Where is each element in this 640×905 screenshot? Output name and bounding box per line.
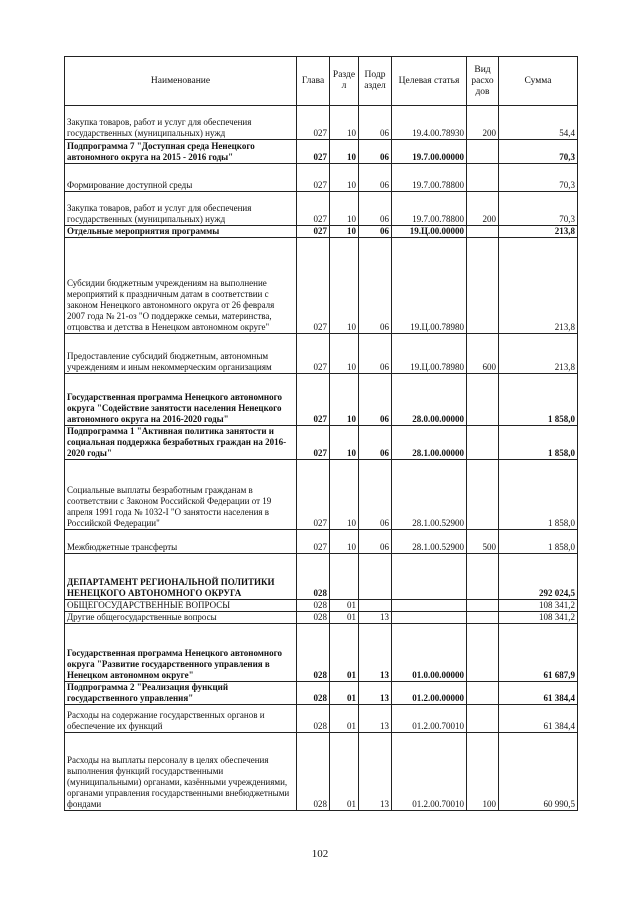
cell-sum: 54,4 — [499, 106, 578, 140]
cell-cs: 19.7.00.00000 — [392, 140, 467, 164]
cell-pr: 06 — [359, 530, 392, 554]
cell-gl: 027 — [297, 238, 330, 334]
cell-name: Государственная программа Ненецкого автономного округа "Развитие государственного управления в Ненецком автономном округе" — [65, 624, 297, 682]
cell-pr: 06 — [359, 106, 392, 140]
cell-rz: 10 — [330, 164, 359, 192]
table-row — [65, 106, 578, 140]
cell-name: Отдельные мероприятия программы — [65, 226, 297, 238]
cell-vr: 600 — [467, 334, 499, 374]
cell-gl: 028 — [297, 624, 330, 682]
cell-rz: 01 — [330, 733, 359, 811]
cell-gl: 028 — [297, 705, 330, 733]
cell-gl: 027 — [297, 334, 330, 374]
cell-rz: 01 — [330, 682, 359, 705]
cell-pr: 06 — [359, 226, 392, 238]
cell-vr — [467, 226, 499, 238]
cell-sum: 292 024,5 — [499, 554, 578, 600]
cell-pr: 06 — [359, 164, 392, 192]
cell-vr — [467, 624, 499, 682]
cell-sum: 1 858,0 — [499, 426, 578, 460]
cell-sum: 108 341,2 — [499, 612, 578, 624]
cell-rz: 10 — [330, 426, 359, 460]
cell-name: Формирование доступной среды — [65, 164, 297, 192]
cell-rz: 10 — [330, 374, 359, 426]
cell-name: Подпрограмма 1 "Активная политика занятости и социальная поддержка безработных граждан на 2016-2020 годы" — [65, 426, 297, 460]
cell-vr — [467, 164, 499, 192]
cell-rz: 10 — [330, 140, 359, 164]
cell-name: ДЕПАРТАМЕНТ РЕГИОНАЛЬНОЙ ПОЛИТИКИ НЕНЕЦКОГО АВТОНОМНОГО ОКРУГА — [65, 554, 297, 600]
cell-vr: 100 — [467, 733, 499, 811]
cell-pr: 13 — [359, 733, 392, 811]
cell-pr: 06 — [359, 192, 392, 226]
cell-name: Другие общегосударственные вопросы — [65, 612, 297, 624]
header-podrazdel: Подр аздел — [359, 57, 392, 106]
cell-gl: 027 — [297, 106, 330, 140]
cell-name: Закупка товаров, работ и услуг для обеспечения государственных (муниципальных) нужд — [65, 192, 297, 226]
cell-vr — [467, 705, 499, 733]
cell-sum: 70,3 — [499, 192, 578, 226]
cell-vr — [467, 460, 499, 530]
cell-name: Подпрограмма 2 "Реализация функций государственного управления" — [65, 682, 297, 705]
cell-pr: 13 — [359, 705, 392, 733]
cell-gl: 028 — [297, 612, 330, 624]
cell-cs: 01.2.00.00000 — [392, 682, 467, 705]
table-row — [65, 682, 578, 705]
cell-name: Межбюджетные трансферты — [65, 530, 297, 554]
cell-name: Расходы на содержание государственных органов и обеспечение их функций — [65, 705, 297, 733]
cell-vr — [467, 682, 499, 705]
cell-cs: 01.2.00.70010 — [392, 733, 467, 811]
cell-pr: 13 — [359, 624, 392, 682]
cell-vr: 200 — [467, 192, 499, 226]
cell-rz: 10 — [330, 334, 359, 374]
cell-cs: 01.2.00.70010 — [392, 705, 467, 733]
cell-name: Закупка товаров, работ и услуг для обеспечения государственных (муниципальных) нужд — [65, 106, 297, 140]
cell-sum: 108 341,2 — [499, 600, 578, 612]
cell-gl: 028 — [297, 600, 330, 612]
header-summa: Сумма — [499, 57, 578, 106]
table-row — [65, 226, 578, 238]
cell-vr — [467, 238, 499, 334]
cell-sum: 61 384,4 — [499, 705, 578, 733]
cell-vr — [467, 554, 499, 600]
table-row — [65, 733, 578, 811]
cell-cs: 28.1.00.52900 — [392, 530, 467, 554]
table-row — [65, 460, 578, 530]
cell-cs — [392, 554, 467, 600]
cell-pr: 06 — [359, 460, 392, 530]
cell-gl: 027 — [297, 192, 330, 226]
cell-cs: 19.Ц.00.00000 — [392, 226, 467, 238]
cell-gl: 028 — [297, 733, 330, 811]
cell-cs: 19.Ц.00.78980 — [392, 238, 467, 334]
cell-name: Предоставление субсидий бюджетным, автономным учреждениям и иным некоммерческим организациям — [65, 334, 297, 374]
cell-sum: 70,3 — [499, 140, 578, 164]
cell-vr: 500 — [467, 530, 499, 554]
cell-pr: 06 — [359, 140, 392, 164]
cell-gl: 028 — [297, 554, 330, 600]
cell-cs: 19.7.00.78800 — [392, 192, 467, 226]
cell-rz: 10 — [330, 460, 359, 530]
cell-pr — [359, 554, 392, 600]
cell-gl: 027 — [297, 530, 330, 554]
cell-rz: 10 — [330, 192, 359, 226]
table-row — [65, 192, 578, 226]
cell-gl: 027 — [297, 426, 330, 460]
table-row — [65, 334, 578, 374]
table-body — [65, 106, 578, 811]
cell-cs: 19.7.00.78800 — [392, 164, 467, 192]
cell-gl: 027 — [297, 226, 330, 238]
table-row — [65, 530, 578, 554]
cell-cs: 28.0.00.00000 — [392, 374, 467, 426]
cell-name: Государственная программа Ненецкого автономного округа "Содействие занятости населения Ненецкого автономного округа на 2016-2020 годы" — [65, 374, 297, 426]
cell-cs: 28.1.00.52900 — [392, 460, 467, 530]
table-row — [65, 624, 578, 682]
table-row — [65, 140, 578, 164]
cell-cs — [392, 600, 467, 612]
cell-vr — [467, 426, 499, 460]
page-number: 102 — [311, 848, 329, 860]
cell-cs: 19.4.00.78930 — [392, 106, 467, 140]
cell-rz: 10 — [330, 106, 359, 140]
cell-vr — [467, 374, 499, 426]
table-header-row — [65, 57, 578, 106]
cell-pr — [359, 600, 392, 612]
cell-name: Подпрограмма 7 "Доступная среда Ненецкого автономного округа на 2015 - 2016 годы" — [65, 140, 297, 164]
cell-rz: 01 — [330, 612, 359, 624]
table-row — [65, 164, 578, 192]
cell-rz — [330, 554, 359, 600]
cell-sum: 1 858,0 — [499, 530, 578, 554]
cell-pr: 06 — [359, 426, 392, 460]
cell-cs: 28.1.00.00000 — [392, 426, 467, 460]
header-vid: Вид расхо дов — [467, 57, 499, 106]
cell-gl: 027 — [297, 374, 330, 426]
cell-sum: 61 687,9 — [499, 624, 578, 682]
cell-gl: 028 — [297, 682, 330, 705]
cell-vr — [467, 600, 499, 612]
cell-vr — [467, 612, 499, 624]
cell-gl: 027 — [297, 460, 330, 530]
cell-sum: 1 858,0 — [499, 460, 578, 530]
cell-vr — [467, 140, 499, 164]
cell-rz: 01 — [330, 600, 359, 612]
table-row — [65, 554, 578, 600]
cell-pr: 06 — [359, 334, 392, 374]
cell-sum: 213,8 — [499, 226, 578, 238]
cell-rz: 10 — [330, 530, 359, 554]
cell-sum: 213,8 — [499, 238, 578, 334]
cell-pr: 13 — [359, 612, 392, 624]
table-row — [65, 238, 578, 334]
header-razdel: Разде л — [330, 57, 359, 106]
table-row — [65, 705, 578, 733]
cell-name: ОБЩЕГОСУДАРСТВЕННЫЕ ВОПРОСЫ — [65, 600, 297, 612]
cell-cs: 01.0.00.00000 — [392, 624, 467, 682]
cell-rz: 10 — [330, 226, 359, 238]
cell-sum: 70,3 — [499, 164, 578, 192]
budget-table — [64, 56, 578, 811]
cell-sum: 61 384,4 — [499, 682, 578, 705]
cell-pr: 13 — [359, 682, 392, 705]
cell-rz: 10 — [330, 238, 359, 334]
cell-vr: 200 — [467, 106, 499, 140]
table-row — [65, 612, 578, 624]
cell-sum: 1 858,0 — [499, 374, 578, 426]
cell-name: Субсидии бюджетным учреждениям на выполнение мероприятий к праздничным датам в соответствии с законом Ненецкого автономного округа от 26 февраля 2007 года № 21-оз "О поддержке семьи, материнства, отцовства и детства в Ненецком автономном округе" — [65, 238, 297, 334]
cell-gl: 027 — [297, 140, 330, 164]
cell-name: Расходы на выплаты персоналу в целях обеспечения выполнения функций государственными (муниципальными) органами, казёнными учреждениями, органами управления государственными внебюджетными фондами — [65, 733, 297, 811]
cell-pr: 06 — [359, 374, 392, 426]
header-glava: Глава — [297, 57, 330, 106]
table-row — [65, 600, 578, 612]
header-name: Наименование — [65, 57, 297, 106]
cell-cs: 19.Ц.00.78980 — [392, 334, 467, 374]
cell-sum: 60 990,5 — [499, 733, 578, 811]
cell-pr: 06 — [359, 238, 392, 334]
table-row — [65, 426, 578, 460]
table-row — [65, 374, 578, 426]
cell-sum: 213,8 — [499, 334, 578, 374]
cell-rz: 01 — [330, 624, 359, 682]
cell-name: Социальные выплаты безработным гражданам в соответствии с Законом Российской Федерации от 19 апреля 1991 года № 1032-I "О занятости населения в Российской Федерации" — [65, 460, 297, 530]
cell-gl: 027 — [297, 164, 330, 192]
cell-rz: 01 — [330, 705, 359, 733]
cell-cs — [392, 612, 467, 624]
header-celevaya: Целевая статья — [392, 57, 467, 106]
